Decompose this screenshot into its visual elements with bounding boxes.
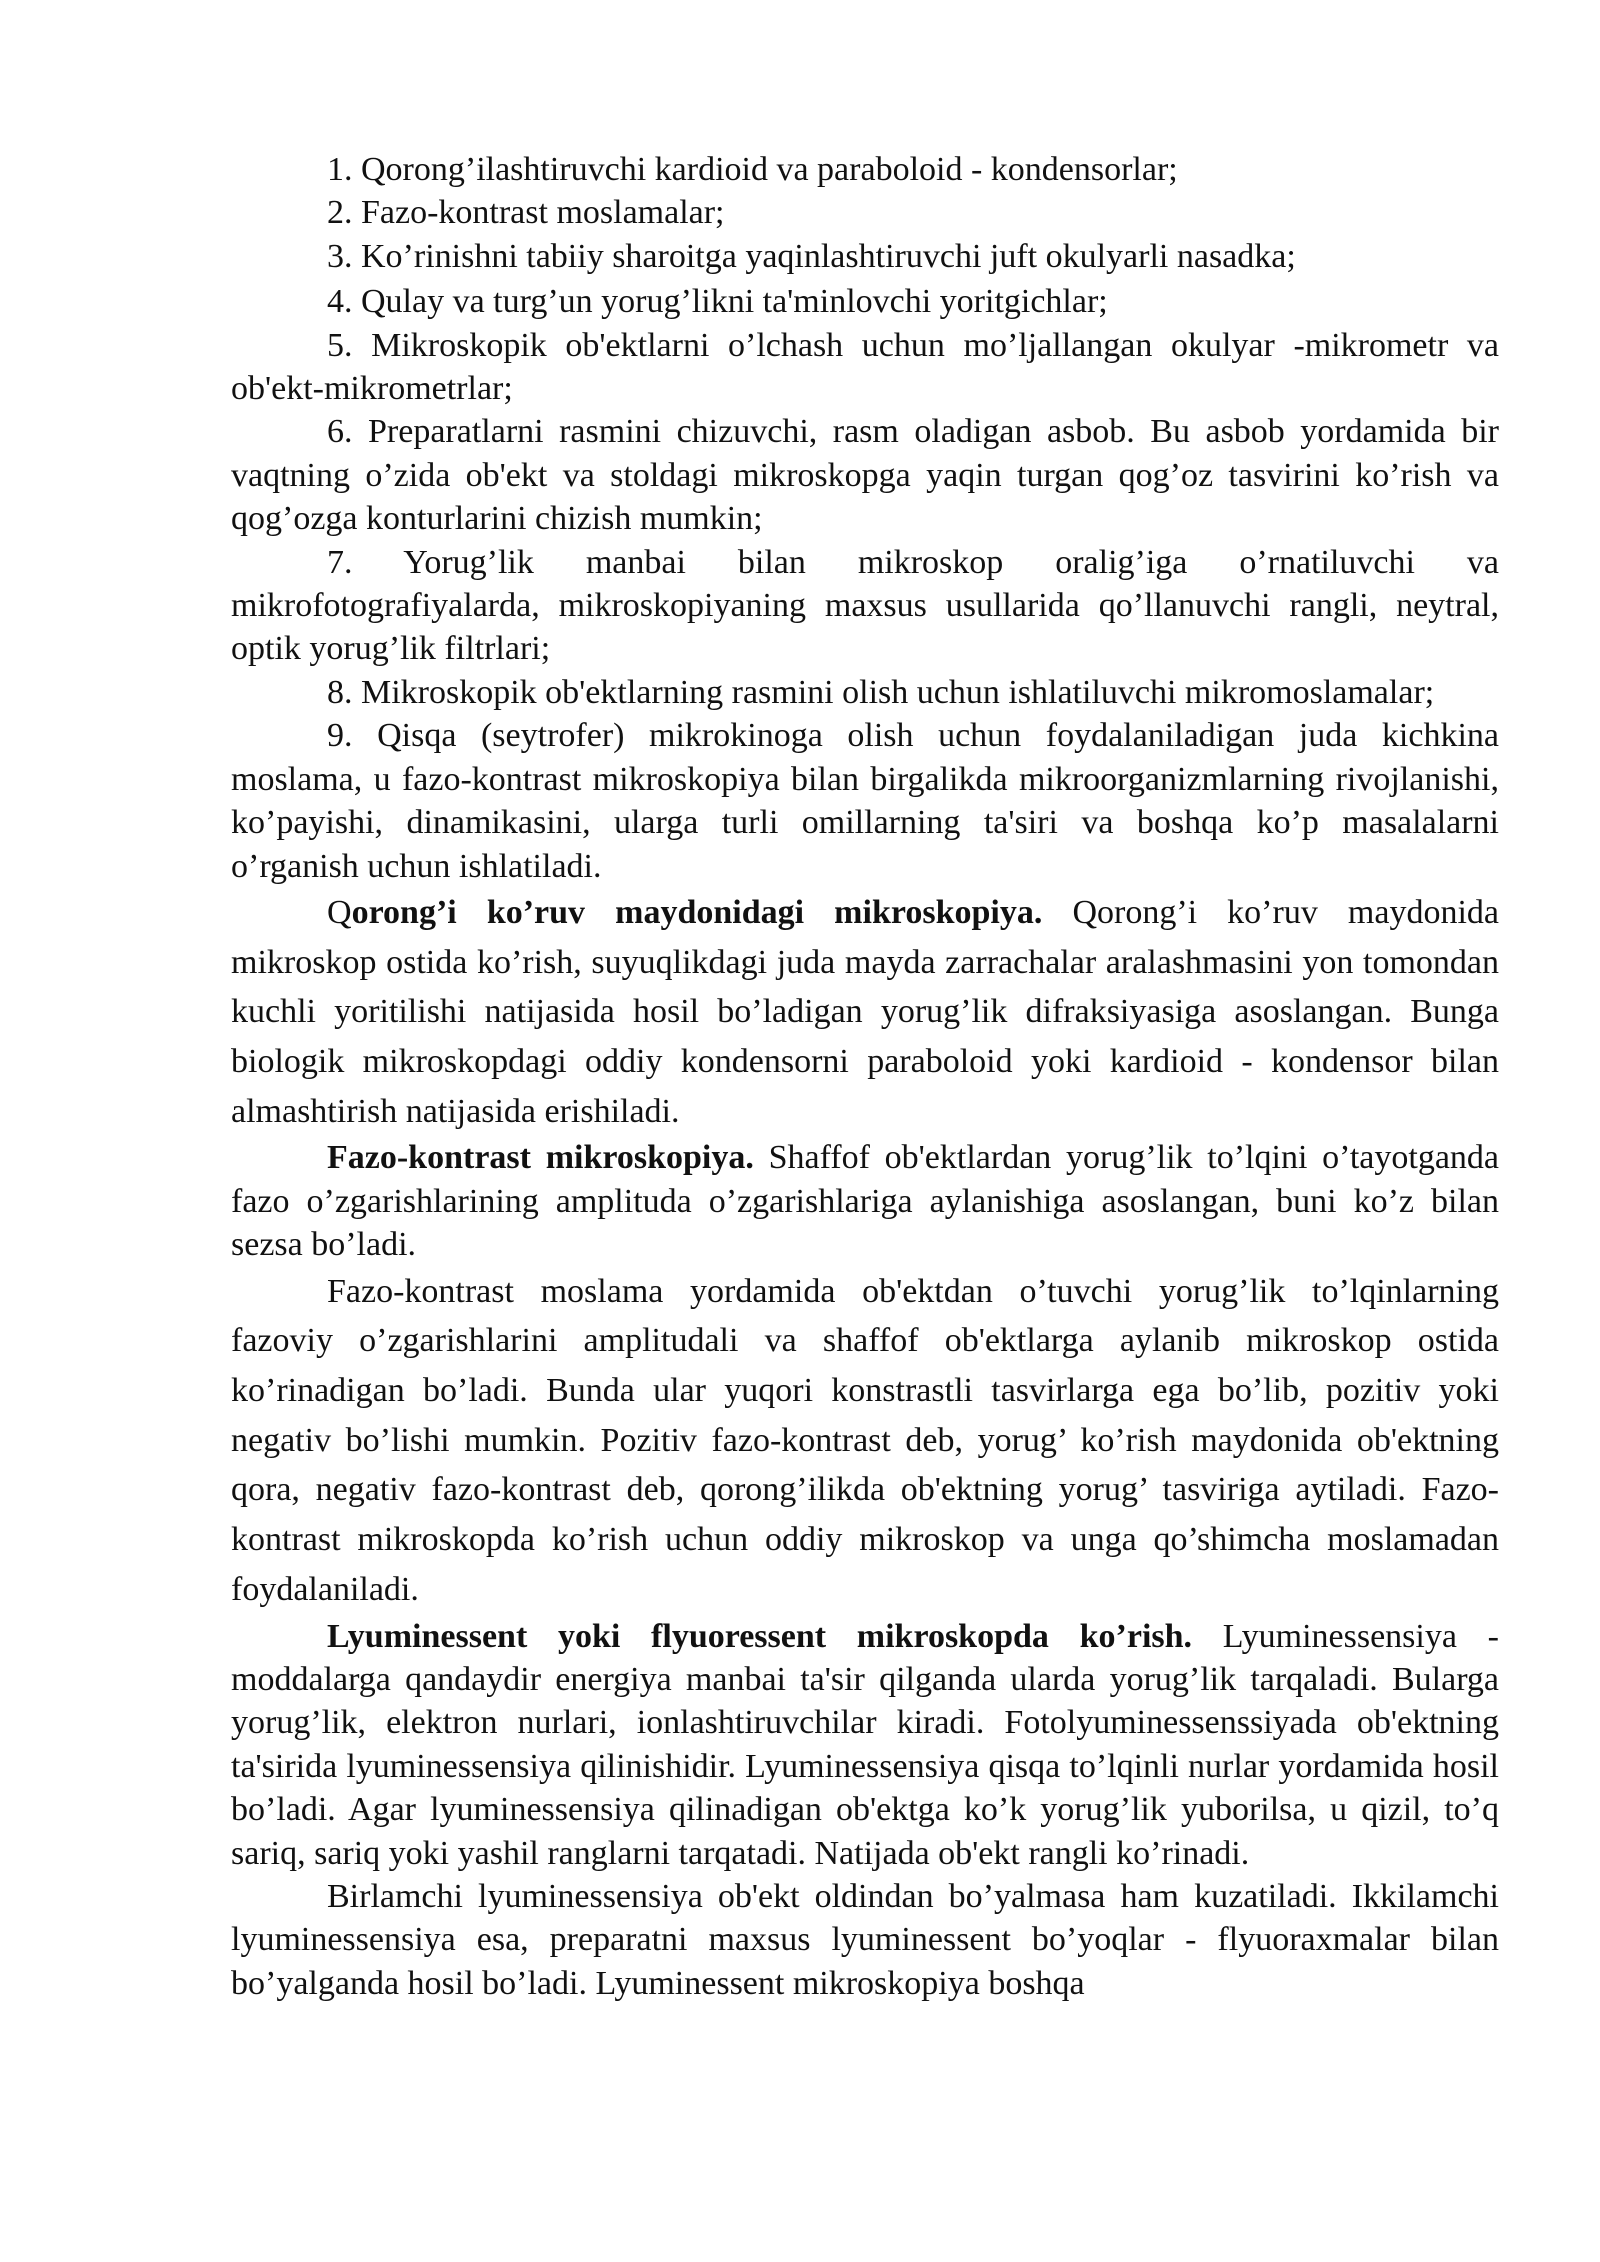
dark-field-text: Qorong’i ko’ruv maydonida mikroskop ostida ko’rish, suyuqlikdagi juda mayda zarrachalar aralashmasini yon tomondan kuchli yoritilishi natijasida hosil bo’ladigan yorug’lik difraksiyasiga asoslangan. Bunga biologik mikroskopdagi oddiy kondensorni paraboloid yoki kardioid - kondensor bilan almashtirish natijasida erishiladi. (231, 893, 1499, 1130)
list-item-1: 1. Qorong’ilashtiruvchi kardioid va paraboloid - kondensorlar; (327, 151, 1178, 188)
list-item-5: 5. Mikroskopik ob'ektlarni o’lchash uchun mo’ljallangan okulyar -mikrometr va ob'ekt-mikrometrlar; (231, 326, 1499, 408)
phase-contrast-text: Shaffof ob'ektlardan yorug’lik to’lqini o’tayotganda fazo o’zgarishlarining amplituda o’zgarishlariga aylanishiga asoslangan, buni ko’z bilan sezsa bo’ladi. (231, 1139, 1500, 1264)
list-item-6: 6. Preparatlarni rasmini chizuvchi, rasm oladigan asbob. Bu asbob yordamida bir vaqtning o’zida ob'ekt va stoldagi mikroskopga yaqin turgan qog’oz tasvirini ko’rish va qog’ozga konturlarini chizish mumkin; (231, 413, 1499, 538)
phase-contrast-paragraph (231, 1136, 1499, 1266)
luminescent-paragraph (231, 1615, 1499, 1875)
list-item-8: 8. Mikroskopik ob'ektlarning rasmini olish uchun ishlatiluvchi mikromoslamalar; (327, 673, 1435, 711)
list-item-3: 3. Ko’rinishni tabiiy sharoitga yaqinlashtiruvchi juft okulyarli nasadka; (327, 237, 1296, 275)
list-item-2: 2. Fazo-kontrast moslamalar; (327, 194, 725, 232)
primary-secondary-paragraph: Birlamchi lyuminessensiya ob'ekt oldindan bo’yalmasa ham kuzatiladi. Ikkilamchi lyuminessensiya esa, preparatni maxsus lyuminessent bo’yoqlar - flyuoraxmalar bilan bo’yalganda hosil bo’ladi. Lyuminessent mikroskopiya boshqa (231, 1878, 1499, 2002)
luminescent-heading: Lyuminessent yoki flyuoressent mikroskopda ko’rish. (327, 1617, 1193, 1655)
document-page (231, 148, 1499, 2005)
dark-field-lead: Q (327, 893, 352, 931)
phase-contrast-device-paragraph: Fazo-kontrast moslama yordamida ob'ektdan o’tuvchi yorug’lik to’lqinlarning fazoviy o’zgarishlarini amplitudali va shaffof ob'ektlarga aylanib mikroskop ostida ko’rinadigan bo’ladi. Bunda ular yuqori konstrastli tasvirlarga ega bo’lib, pozitiv yoki negativ bo’lishi mumkin. Pozitiv fazo-kontrast deb, yorug’ ko’rish maydonida ob'ektning qora, negativ fazo-kontrast deb, qorong’ilikda ob'ektning yorug’ tasviriga aytiladi. Fazo-kontrast mikroskopda ko’rish uchun oddiy mikroskop va unga qo’shimcha moslamadan foydalaniladi. (231, 1272, 1499, 1608)
dark-field-paragraph (231, 888, 1499, 1137)
list-item-9: 9. Qisqa (seytrofer) mikrokinoga olish uchun foydalaniladigan juda kichkina moslama, u fazo-kontrast mikroskopiya bilan birgalikda mikroorganizmlarning rivojlanishi, ko’payishi, dinamikasini, ularga turli omillarning ta'siri va boshqa ko’p masalalarni o’rganish uchun ishlatiladi. (231, 717, 1499, 885)
list-item-7: 7. Yorug’lik manbai bilan mikroskop oralig’iga o’rnatiluvchi va mikrofotografiyalarda, mikroskopiyaning maxsus usullarida qo’llanuvchi rangli, neytral, optik yorug’lik filtrlari; (231, 543, 1499, 668)
dark-field-heading: orong’i ko’ruv maydonidagi mikroskopiya. (351, 893, 1043, 931)
list-item-4: 4. Qulay va turg’un yorug’likni ta'minlovchi yoritgichlar; (327, 283, 1108, 321)
luminescent-text: Lyuminessensiya - moddalarga qandaydir energiya manbai ta'sir qilganda ularda yorug’lik tarqaladi. Bularga yorug’lik, elektron nurlari, ionlashtiruvchilar kiradi. Fotolyuminessenssiyada ob'ektning ta'sirida lyuminessensiya qilinishidir. Lyuminessensiya qisqa to’lqinli nurlar yordamida hosil bo’ladi. Agar lyuminessensiya qilinadigan ob'ektga ko’k yorug’lik yuborilsa, u qizil, to’q sariq, sariq yoki yashil ranglarni tarqatadi. Natijada ob'ekt rangli ko’rinadi. (231, 1617, 1499, 1872)
phase-contrast-heading: Fazo-kontrast mikroskopiya. (327, 1139, 754, 1177)
